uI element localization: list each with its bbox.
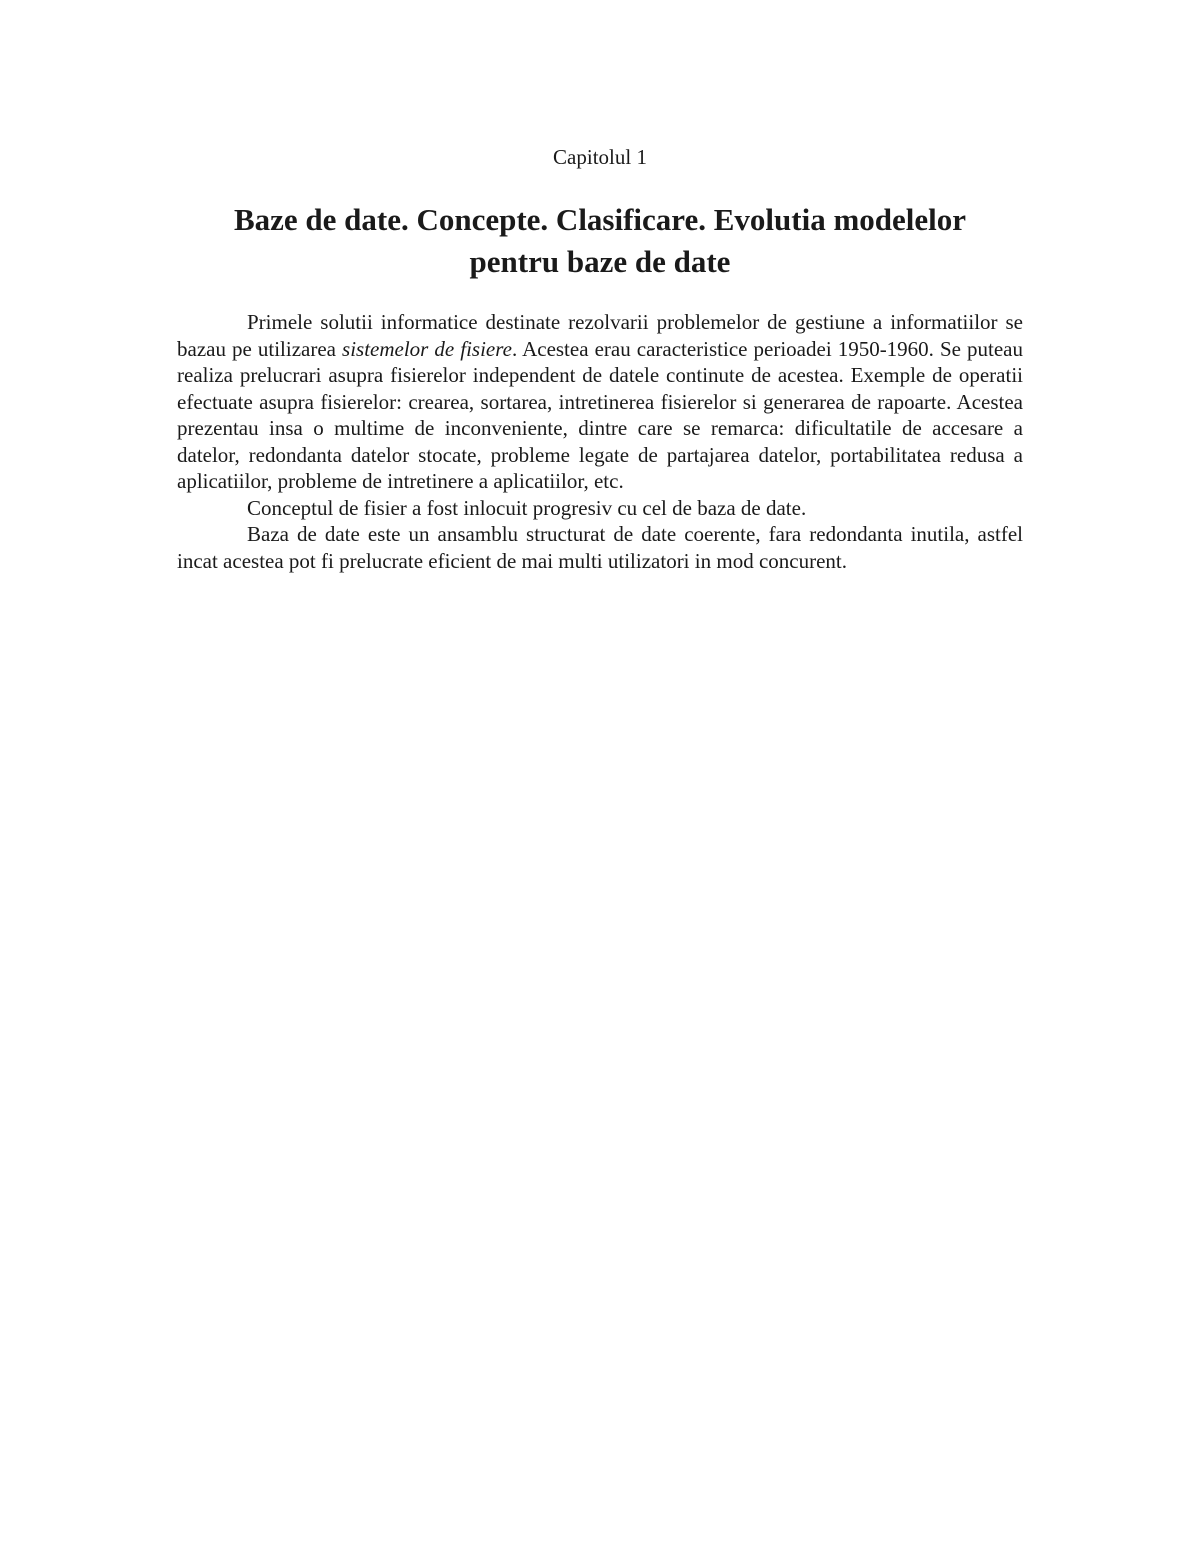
- emphasized-term: sistemelor de fisiere: [342, 336, 512, 361]
- paragraph-1-start: Primele solutii informatice destinate rezolvarii problemelor de gestiune a informatiilor se bazau pe utilizarea: [177, 310, 1023, 361]
- paragraph-1-end: . Acestea erau caracteristice perioadei 1950-1960. Se puteau realiza prelucrari asupra fisierelor independent de datele continute de acestea. Exemple de operatii efectuate asupra fisierelor: crearea, sortarea, intretinerea fisierelor si generarea de rapoarte. Acestea prezentau insa o multime de inconveniente, dintre care se remarca: dificultatile de accesare a datelor, redondanta datelor stocate, probleme legate de partajarea datelor, portabilitatea redusa a aplicatiilor, probleme de intretinere a aplicatiilor, etc.: [177, 336, 1023, 493]
- chapter-title-line-1: Baze de date. Concepte. Clasificare. Evolutia modelelor: [233, 202, 967, 237]
- body-text: [177, 309, 1023, 574]
- chapter-title: [210, 199, 990, 283]
- paragraph-database-definition: Baza de date este un ansamblu structurat de date coerente, fara redondanta inutila, astfel incat acestea pot fi prelucrate eficient de mai multi utilizatori in mod concurent.: [177, 522, 1023, 573]
- paragraph-file-systems: [177, 309, 1023, 495]
- chapter-title-line-2: pentru baze de date: [469, 244, 731, 279]
- paragraph-file-concept: Conceptul de fisier a fost inlocuit progresiv cu cel de baza de date.: [247, 495, 807, 520]
- chapter-label: Capitolul 1: [553, 145, 647, 169]
